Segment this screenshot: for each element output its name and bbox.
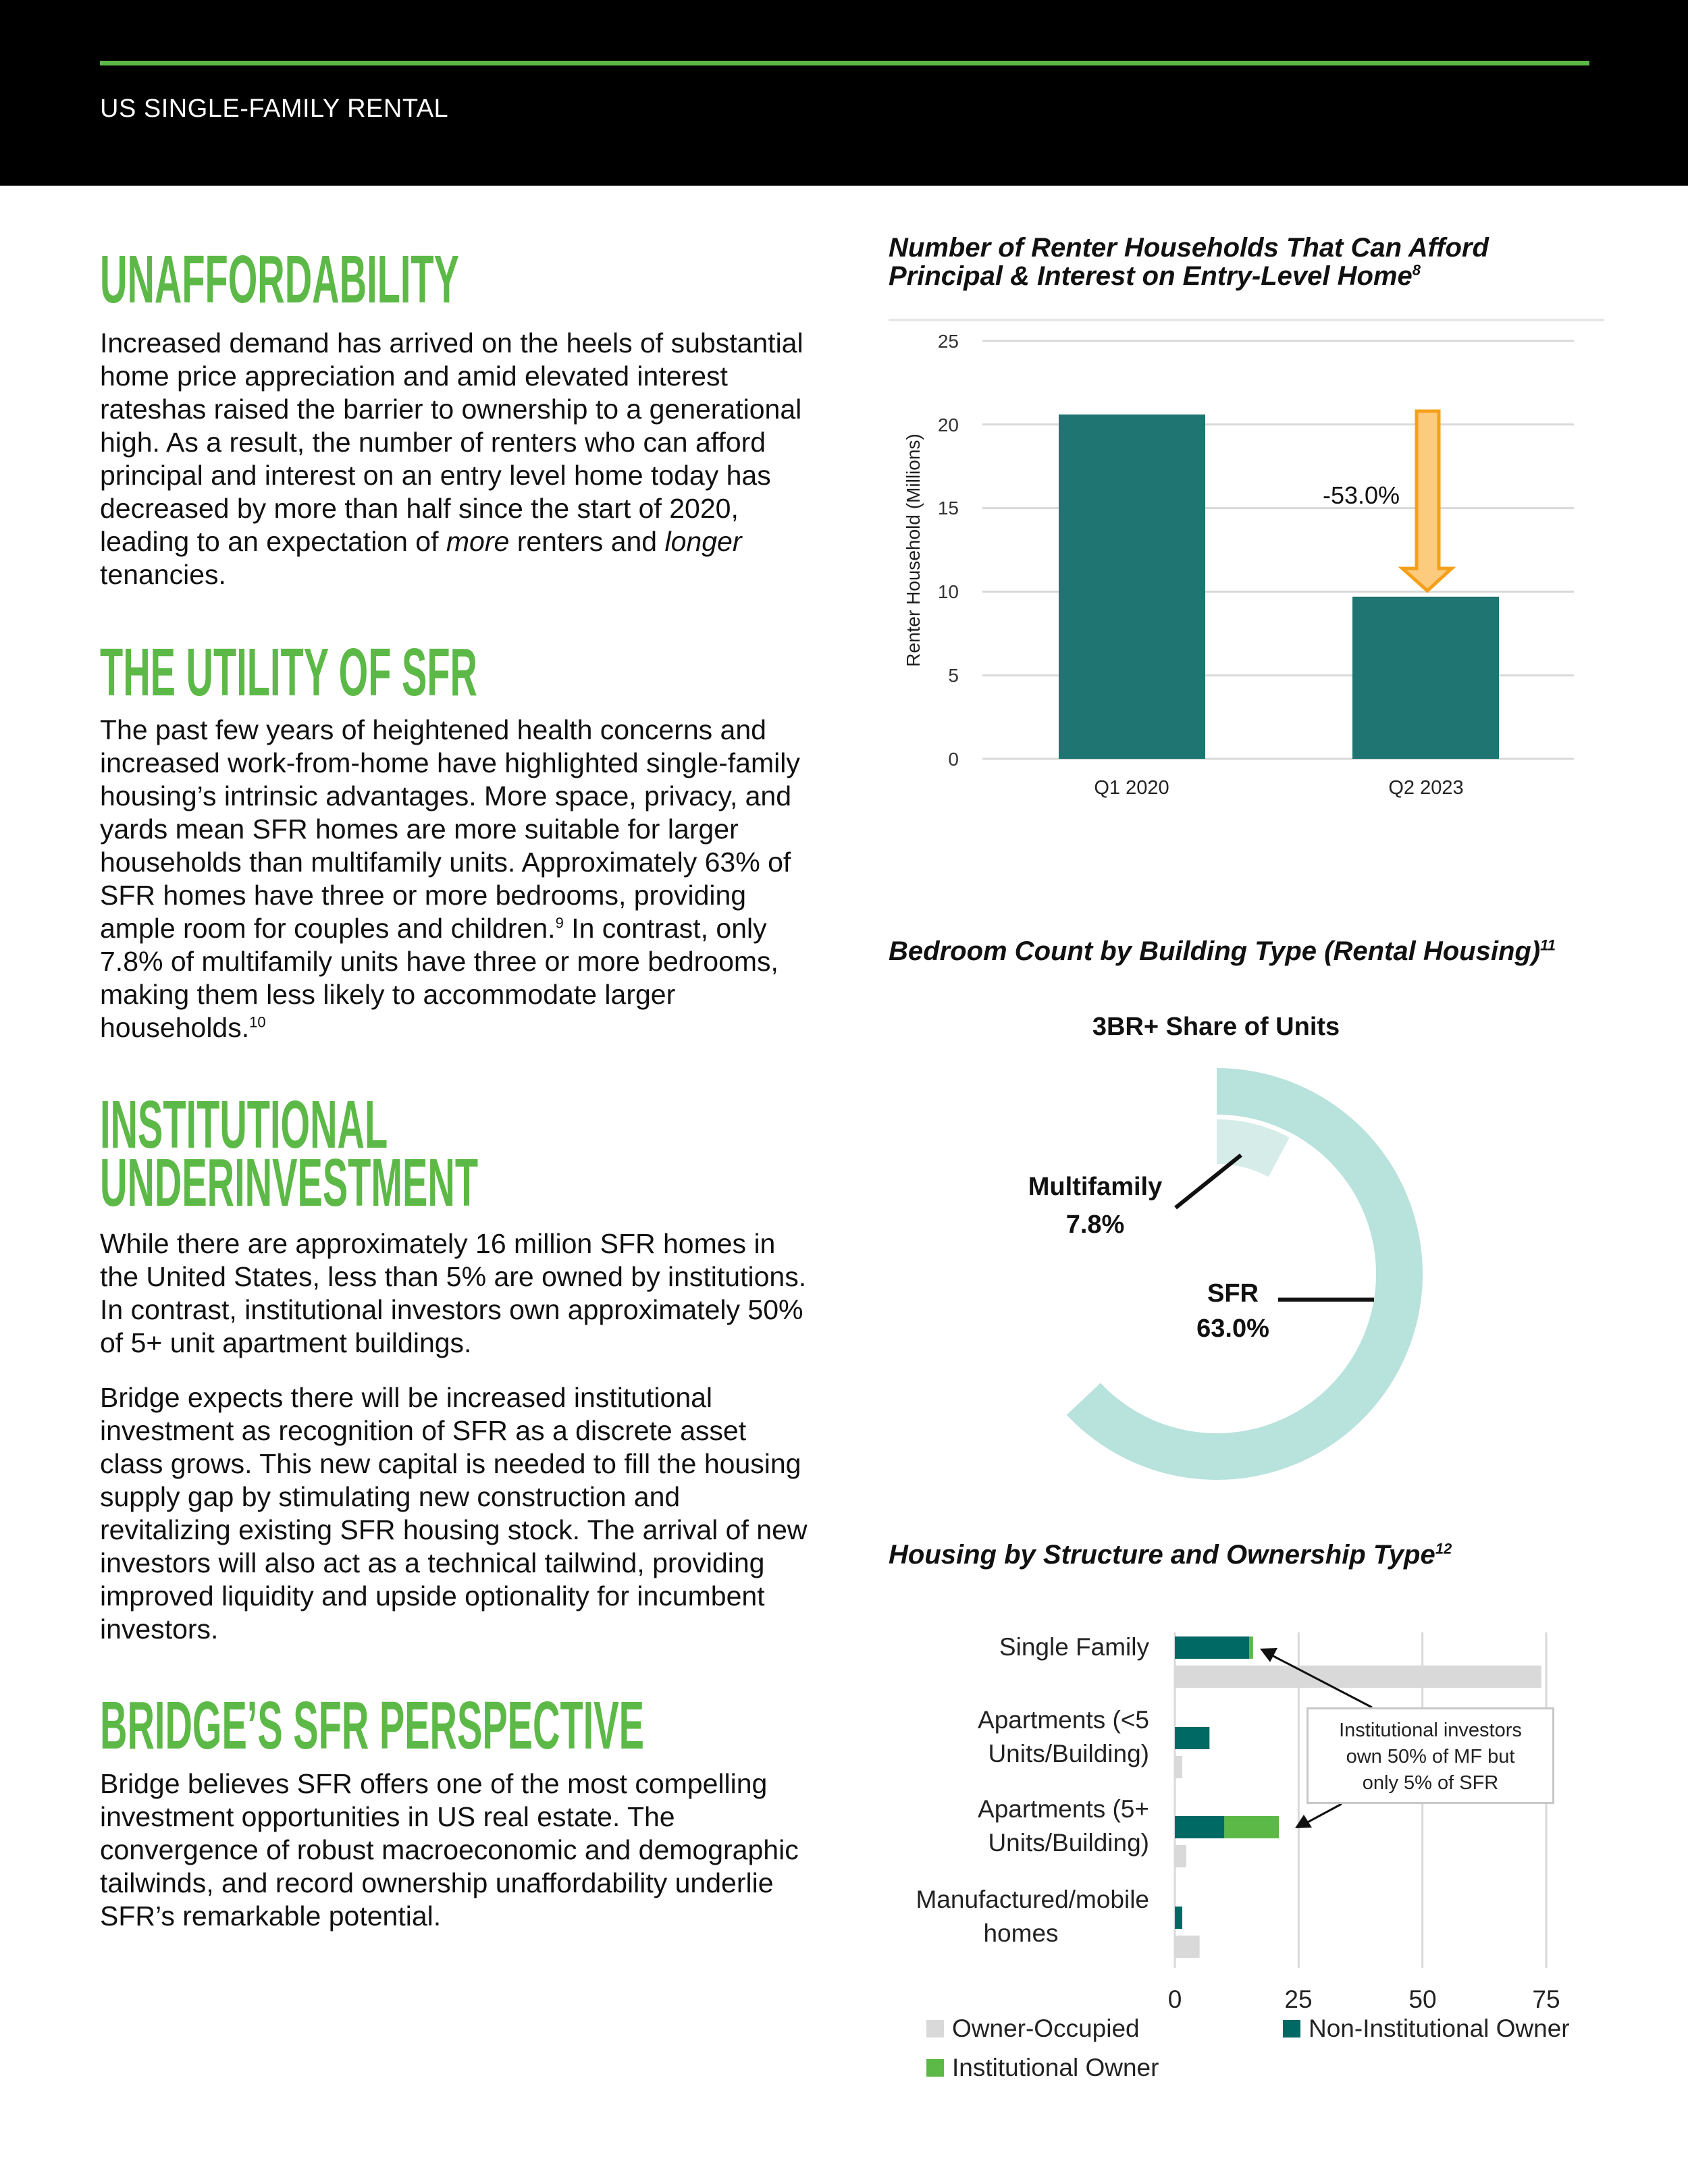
bar-owner-occupied (1175, 1936, 1200, 1958)
legend-label: Non-Institutional Owner (1309, 2015, 1570, 2042)
bar-owner-occupied (1175, 1756, 1182, 1778)
title-line: Number of Renter Households That Can Afford (889, 233, 1489, 263)
donut-subtitle: 3BR+ Share of Units (1092, 1013, 1340, 1041)
y-tick: 0 (948, 749, 959, 770)
heading-unaffordability: UNAFFORDABILITY (100, 242, 459, 317)
y-tick: 5 (948, 665, 959, 686)
title-line: Bedroom Count by Building Type (Rental Housing) (889, 936, 1541, 966)
x-tick: 75 (1532, 1986, 1560, 2013)
category-label: homes (983, 1919, 1059, 1947)
y-tick: 15 (937, 498, 959, 518)
heading-institutional-line2: UNDERINVESTMENT (100, 1145, 479, 1221)
text: In contrast, only 7.8% of multifamily units have three or more bedrooms, making them less likely to accommodate larger households. (100, 913, 779, 1043)
bar-non-institutional (1175, 1636, 1249, 1659)
title-line: Principal & Interest on Entry-Level Home (889, 261, 1413, 291)
heading-bridge-perspective: BRIDGE’S SFR PERSPECTIVE (100, 1688, 644, 1763)
bar-non-institutional (1175, 1727, 1209, 1749)
y-tick: 20 (937, 415, 959, 435)
legend-owner-occupied (926, 2015, 1140, 2043)
legend-swatch (926, 2020, 944, 2037)
legend-label: Owner-Occupied (952, 2015, 1140, 2042)
footnote-ref: 8 (1412, 261, 1421, 279)
bar-owner-occupied (1175, 1666, 1541, 1688)
annotation-line: Institutional investors (1339, 1720, 1522, 1741)
annotation-line: only 5% of SFR (1362, 1772, 1499, 1794)
paragraph-institutional-2: Bridge expects there will be increased institutional investment as recognition of SFR as a discrete asset class grows. This new capital is needed to fill the housing supply gap by stimulating new construction and revitalizing existing SFR housing stock. The arrival of new investors will also act as a technical tailwind, providing improved liquidity and upside optionality for incumbent investors. (100, 1382, 808, 1645)
category-label: Manufactured/mobile (916, 1886, 1149, 1913)
emphasis: longer (664, 526, 742, 557)
annotation-arrow-line (1307, 1804, 1342, 1823)
footnote-ref: 12 (1435, 1540, 1452, 1557)
category-label: Units/Building) (988, 1740, 1149, 1767)
heading-utility-of-sfr: THE UTILITY OF SFR (100, 635, 477, 710)
title-line: Housing by Structure and Ownership Type (889, 1540, 1435, 1570)
multifamily-label: Multifamily (1028, 1173, 1163, 1201)
heading-institutional-line1: INSTITUTIONAL (100, 1087, 388, 1163)
legend-swatch (1283, 2020, 1300, 2037)
bar-owner-occupied (1175, 1845, 1186, 1867)
x-tick: 0 (1167, 1986, 1182, 2013)
annotation-box (1307, 1707, 1554, 1804)
header-title: US SINGLE-FAMILY RENTAL (100, 95, 449, 123)
category-label: Apartments (5+ (978, 1795, 1149, 1823)
category-label: Apartments (<5 (978, 1706, 1149, 1734)
text: Increased demand has arrived on the heels of substantial home price appreciation and amid elevated interest rateshas raised the barrier to ownership to a generational high. As a result, the number of renters who can afford principal and interest on an entry level home today has decreased by more than half since the start of 2020, leading to an expectation of (100, 327, 803, 557)
text: tenancies. (100, 559, 226, 590)
footnote-ref: 11 (1540, 936, 1556, 954)
paragraph-institutional-1: While there are approximately 16 million SFR homes in the United States, less than 5% are owned by institutions. In contrast, institutional investors own approximately 50% of 5+ unit apartment buildings. (100, 1228, 807, 1358)
x-tick: Q2 2023 (1388, 777, 1464, 799)
legend-label: Institutional Owner (952, 2054, 1159, 2081)
y-tick: 25 (937, 331, 959, 352)
footnote-ref: 10 (249, 1013, 266, 1031)
category-label: Single Family (999, 1633, 1149, 1661)
multifamily-value: 7.8% (1065, 1210, 1125, 1239)
bar-institutional (1249, 1636, 1253, 1659)
footnote-ref: 9 (555, 914, 564, 932)
bar-non-institutional (1175, 1907, 1182, 1929)
y-axis-label: Renter Household (Millions) (903, 433, 924, 667)
bar-non-institutional (1175, 1816, 1224, 1838)
text: The past few years of heightened health concerns and increased work-from-home have highlighted single-family housing’s intrinsic advantages. More space, privacy, and yards mean SFR homes are more suitable for larger households than multifamily units. Approximately 63% of SFR homes have three or more bedrooms, providing ample room for couples and children. (100, 714, 800, 944)
x-tick: 25 (1284, 1986, 1313, 2013)
sfr-value: 63.0% (1196, 1314, 1269, 1343)
legend-institutional (926, 2054, 1159, 2082)
bar-institutional (1224, 1816, 1279, 1838)
legend-non-institutional (1283, 2015, 1570, 2043)
annotation-line: own 50% of MF but (1346, 1746, 1515, 1767)
arrowhead-icon (1260, 1648, 1277, 1662)
x-tick: Q1 2020 (1094, 777, 1169, 799)
y-tick: 10 (937, 581, 959, 602)
text: renters and (509, 526, 665, 557)
paragraph-bridge-perspective: Bridge believes SFR offers one of the most compelling investment opportunities in US real estate. The convergence of robust macroeconomic and demographic tailwinds, and record ownership unaffordability underlie SFR’s remarkable potential. (100, 1768, 799, 1932)
emphasis: more (446, 526, 510, 557)
sfr-label: SFR (1207, 1279, 1259, 1308)
change-annotation: -53.0% (1322, 481, 1400, 509)
legend-swatch (926, 2059, 944, 2077)
x-tick: 50 (1408, 1986, 1437, 2013)
category-label: Units/Building) (988, 1829, 1149, 1857)
